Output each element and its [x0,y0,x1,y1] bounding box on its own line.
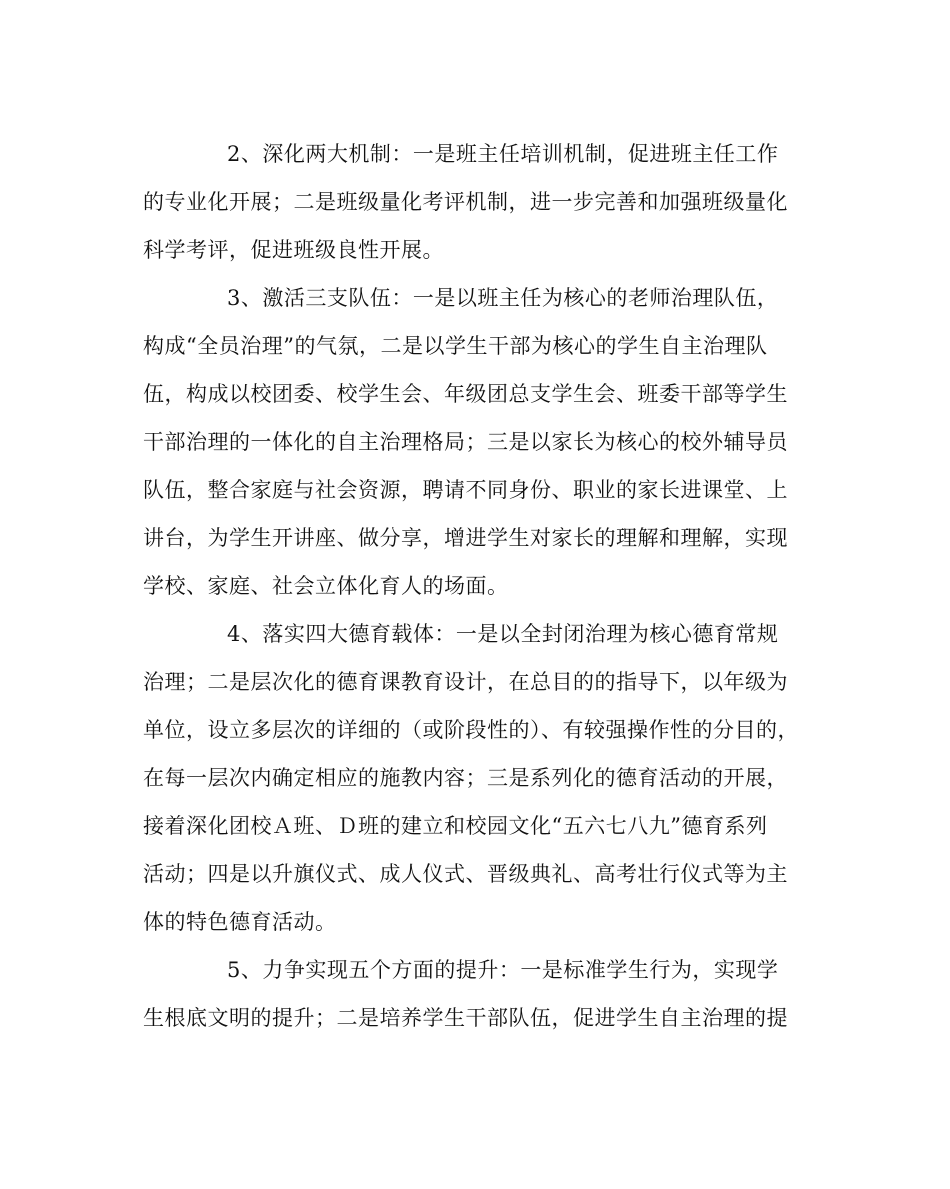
text-line: 单位，设立多层次的详细的（或阶段性的）、有较强操作性的分目的， [143,718,799,742]
text-line: 构成“全员治理”的气氛，二是以学生干部为核心的学生自主治理队 [143,334,768,358]
text-line: 在每一层次内确定相应的施教内容；三是系列化的德育活动的开展， [143,766,788,790]
text-line: 的专业化开展；二是班级量化考评机制，进一步完善和加强班级量化 [143,190,788,214]
text-line: 体的特色德育活动。 [143,910,337,934]
paragraph-mechanisms [143,130,813,274]
text-line: 干部治理的一体化的自主治理格局；三是以家长为核心的校外辅导员 [143,430,788,454]
document-body [143,130,813,1042]
paragraph-teams [143,274,813,610]
paragraph-carriers [143,610,813,946]
text-line: 学校、家庭、社会立体化育人的场面。 [143,574,509,598]
text-line: 接着深化团校Ａ班、Ｄ班的建立和校园文化“五六七八九”德育系列 [143,814,768,838]
paragraph-improvements [143,946,813,1042]
text-line: 讲台，为学生开讲座、做分享，增进学生对家长的理解和理解，实现 [143,526,788,550]
text-line: 队伍，整合家庭与社会资源，聘请不同身份、职业的家长进课堂、上 [143,478,788,502]
text-line: 活动；四是以升旗仪式、成人仪式、晋级典礼、高考壮行仪式等为主 [143,862,788,886]
text-line: 科学考评，促进班级良性开展。 [143,238,444,262]
text-line: 2、深化两大机制：一是班主任培训机制，促进班主任工作 [227,142,779,166]
text-line: 生根底文明的提升；二是培养学生干部队伍，促进学生自主治理的提 [143,1006,788,1030]
text-line: 治理；二是层次化的德育课教育设计，在总目的的指导下，以年级为 [143,670,788,694]
text-line: 3、激活三支队伍：一是以班主任为核心的老师治理队伍， [227,286,779,310]
text-line: 5、力争实现五个方面的提升：一是标准学生行为，实现学 [227,958,779,982]
text-line: 伍，构成以校团委、校学生会、年级团总支学生会、班委干部等学生 [143,382,788,406]
text-line: 4、落实四大德育载体：一是以全封闭治理为核心德育常规 [227,622,779,646]
